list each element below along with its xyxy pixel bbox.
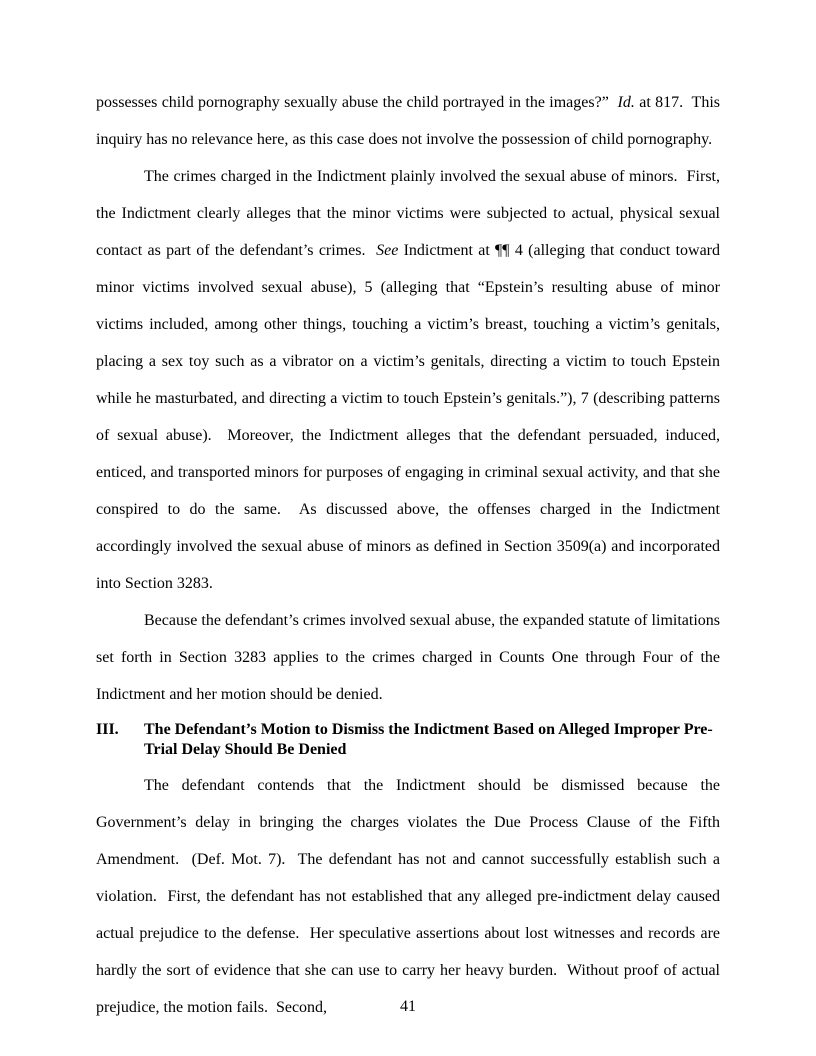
body-paragraph (96, 158, 720, 602)
section-number: III. (96, 721, 119, 738)
paragraph-text: Indictment at ¶¶ 4 (alleging that conduct toward minor victims involved sexual abuse), 5 (alleging that “Epstein’s resulting abuse of minor victims included, among other things, touching a victim’s breast, touching a victim’s genitals, placing a sex toy such as a vibrator on a victim’s genitals, directing a victim to touch Epstein while he masturbated, and directing a victim to touch Epstein’s genitals.”), 7 (describing patterns of sexual abuse). Moreover, the Indictment alleges that the defendant persuaded, induced, enticed, and transported minors for purposes of engaging in criminal sexual activity, and that she conspired to do the same. As discussed above, the offenses charged in the Indictment accordingly involved the sexual abuse of minors as defined in Section 3509(a) and incorporated into Section 3283. (96, 242, 721, 592)
section-title: The Defendant’s Motion to Dismiss the Indictment Based on Alleged Improper Pre-Trial Delay Should Be Denied (144, 721, 713, 758)
section-heading (96, 720, 720, 760)
paragraph-text: possesses child pornography sexually abuse the child portrayed in the images?” (96, 94, 618, 111)
paragraph-text: Because the defendant’s crimes involved sexual abuse, the expanded statute of limitations set forth in Section 3283 applies to the crimes charged in Counts One through Four of the Indictment and her motion should be denied. (96, 612, 720, 703)
page-number: 41 (400, 998, 416, 1015)
paragraph-text: at 817. This inquiry has no relevance here, as this case does not involve the possession of child pornography. (96, 94, 721, 148)
paragraph-text: The defendant contends that the Indictment should be dismissed because the Government’s delay in bringing the charges violates the Due Process Clause of the Fifth Amendment. (Def. Mot. 7). The defendant has not and cannot successfully establish such a violation. First, the defendant has not established that any alleged pre-indictment delay caused actual prejudice to the defense. Her speculative assertions about lost witnesses and records are hardly the sort of evidence that she can use to carry her heavy burden. Without proof of actual prejudice, the motion fails. Second, (96, 777, 720, 1016)
document-body (96, 84, 720, 1026)
italic-citation-text: Id. (617, 94, 635, 111)
paragraph-text: The crimes charged in the Indictment plainly involved the sexual abuse of minors. First, the Indictment clearly alleges that the minor victims were subjected to actual, physical sexual contact as part of the defendant’s crimes. (96, 168, 720, 259)
body-paragraph (96, 767, 720, 1026)
italic-citation-text: See (376, 242, 399, 259)
body-paragraph (96, 602, 720, 713)
body-paragraph (96, 84, 720, 158)
